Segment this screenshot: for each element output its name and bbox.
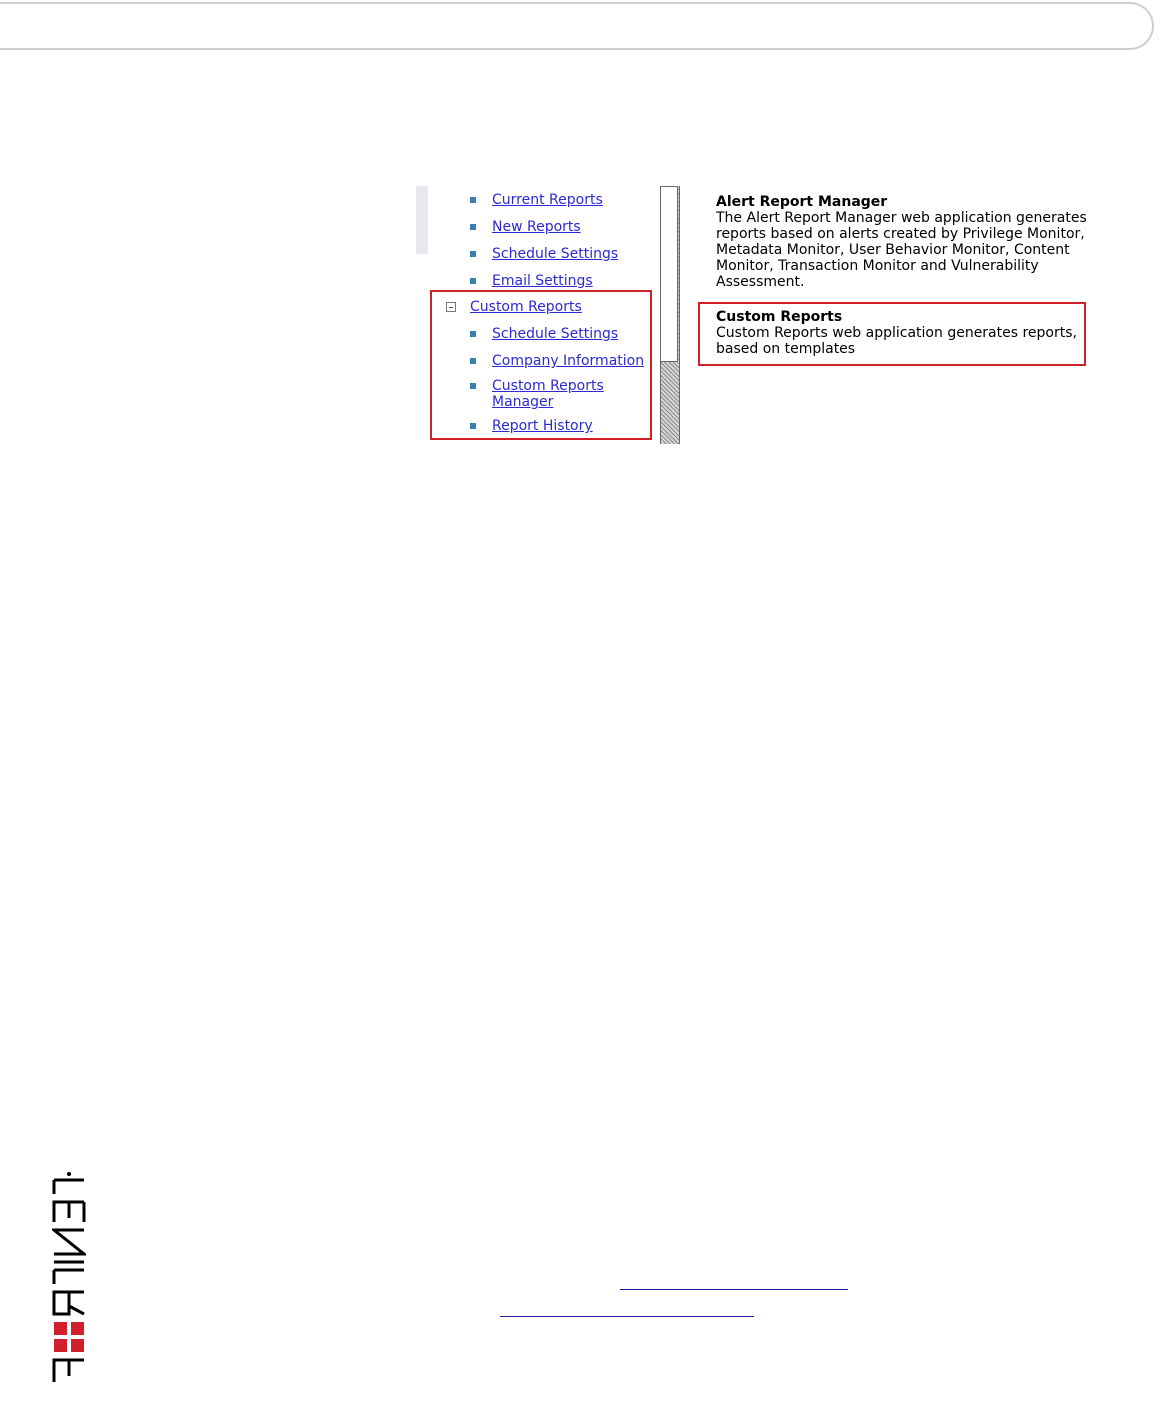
bullet-icon xyxy=(470,224,476,230)
screenshot-figure xyxy=(416,186,1096,444)
custom-reports-title: Custom Reports xyxy=(716,309,843,325)
nav-link[interactable]: Report History xyxy=(492,418,593,434)
scrollbar-thumb[interactable] xyxy=(660,186,678,362)
bullet-icon xyxy=(470,251,476,257)
bullet-icon xyxy=(470,197,476,203)
hyperlink-underline[interactable] xyxy=(620,1289,848,1290)
hyperlink-underline[interactable] xyxy=(500,1316,754,1317)
nav-link[interactable]: Schedule Settings xyxy=(492,246,619,262)
nav-link[interactable]: Custom Reports Manager xyxy=(492,378,604,410)
nav-gutter xyxy=(416,186,428,254)
custom-reports-description: Custom Reports web application generates reports, based on templates xyxy=(716,325,1077,357)
bullet-icon xyxy=(470,278,476,284)
nav-link[interactable]: Custom Reports xyxy=(470,299,582,315)
highlight-box-custom-reports-tree xyxy=(430,290,652,440)
nav-link[interactable]: Schedule Settings xyxy=(492,326,619,342)
fortinet-logo xyxy=(52,1170,86,1416)
nav-link[interactable]: Company Information xyxy=(492,353,645,369)
nav-link[interactable]: Email Settings xyxy=(492,273,593,289)
page-header-bar xyxy=(0,2,1154,50)
nav-link[interactable]: Current Reports xyxy=(492,192,603,208)
nav-link[interactable]: New Reports xyxy=(492,219,581,235)
alert-report-manager-description: The Alert Report Manager web application generates reports based on alerts created by Privilege Monitor, Metadata Monitor, User Behavior Monitor, Content Monitor, Transaction Monitor and Vulnerability Assessment. xyxy=(716,210,1087,290)
alert-report-manager-title: Alert Report Manager xyxy=(716,194,888,210)
